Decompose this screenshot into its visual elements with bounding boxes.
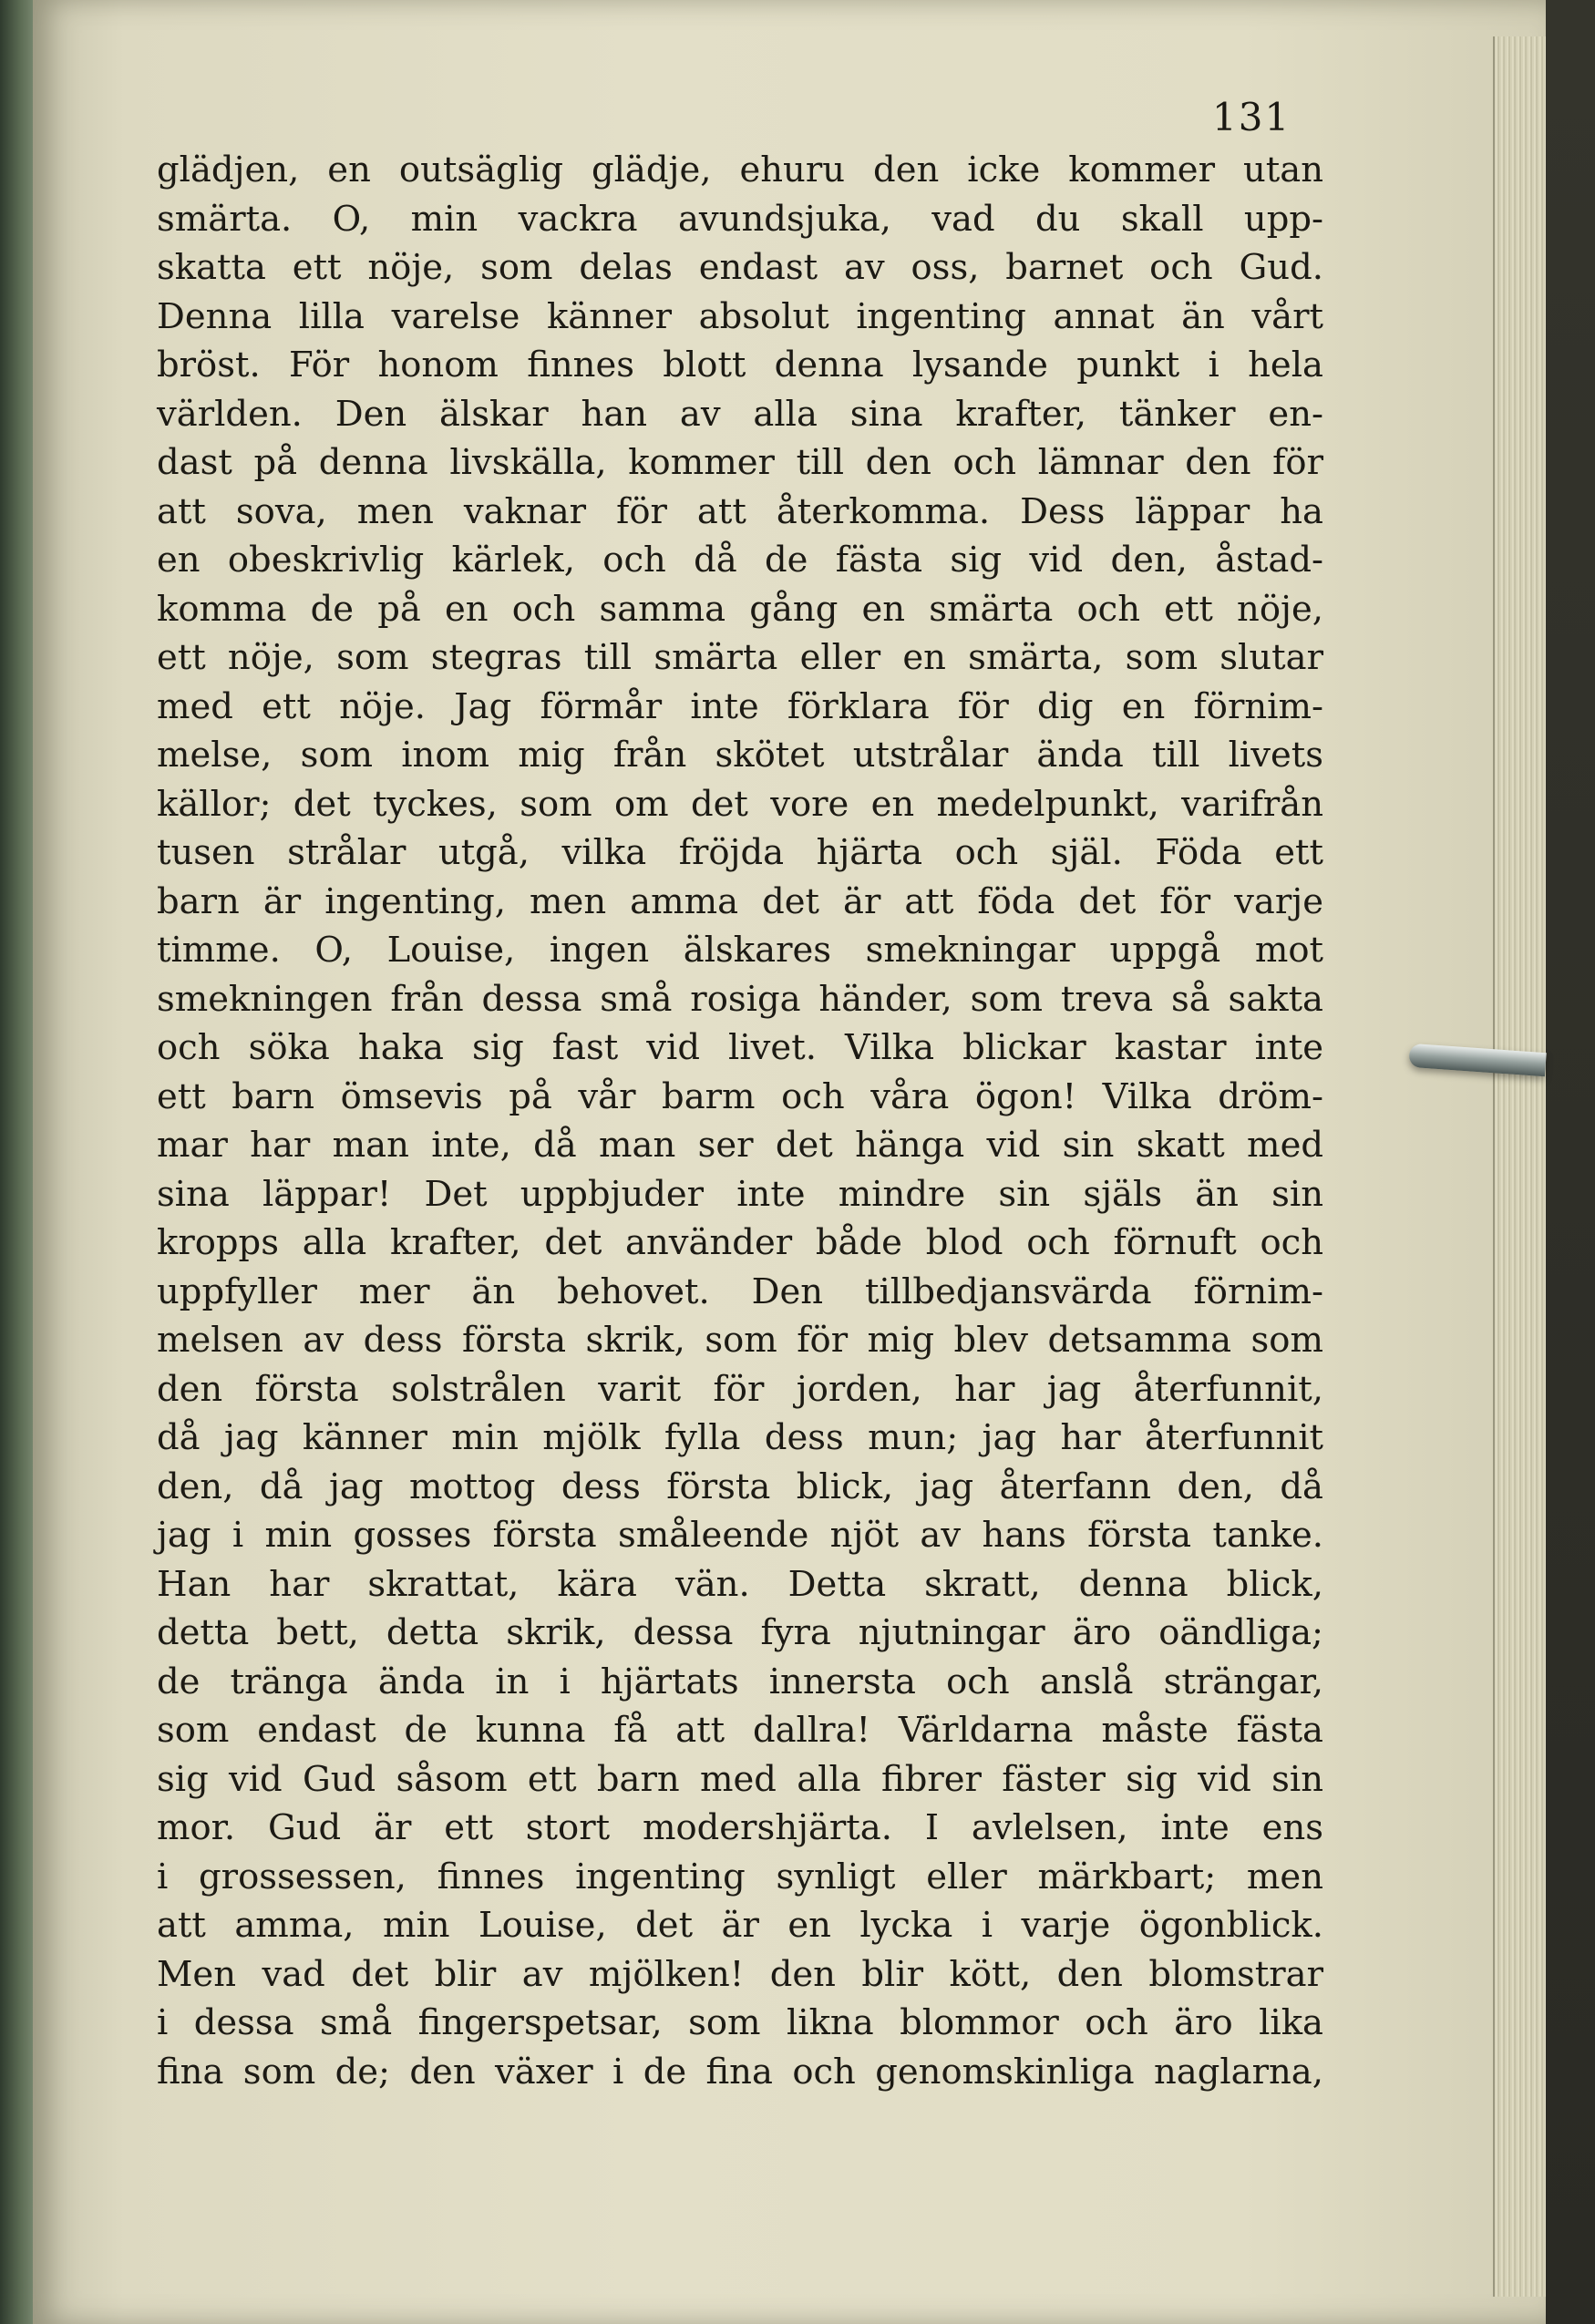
text-line: jag i min gosses första småleende njöt av hans första tanke. (157, 1515, 1323, 1556)
text-line: smekningen från dessa små rosiga händer, som treva så sakta (157, 978, 1323, 1020)
text-line: världen. Den älskar han av alla sina krafter, tänker en- (157, 393, 1323, 435)
text-line: ett nöje, som stegras till smärta eller en smärta, som slutar (157, 637, 1323, 678)
text-line: att amma, min Louise, det är en lycka i varje ögonblick. (157, 1905, 1323, 1946)
page-fore-edge (1493, 36, 1546, 2297)
text-line: mar har man inte, då man ser det hänga vid sin skatt med (157, 1125, 1323, 1166)
text-line: ett barn ömsevis på vår barm och våra ögon! Vilka dröm- (157, 1075, 1323, 1117)
text-line: den, då jag mottog dess första blick, jag återfann den, då (157, 1465, 1323, 1507)
text-line: tusen strålar utgå, vilka fröjda hjärta och själ. Föda ett (157, 832, 1323, 873)
text-line: sig vid Gud såsom ett barn med alla fibrer fäster sig vid sin (157, 1758, 1323, 1800)
text-line: uppfyller mer än behovet. Den tillbedjansvärda förnim- (157, 1270, 1323, 1312)
text-line: dast på denna livskälla, kommer till den och lämnar den för (157, 442, 1323, 483)
text-line: fina som de; den växer i de fina och genomskinliga naglarna, (157, 2051, 1323, 2093)
text-line: Han har skrattat, kära vän. Detta skratt, denna blick, (157, 1563, 1323, 1605)
text-line: som endast de kunna få att dallra! Världarna måste fästa (157, 1710, 1323, 1751)
text-line: detta bett, detta skrik, dessa fyra njutningar äro oändliga; (157, 1612, 1323, 1653)
text-line: timme. O, Louise, ingen älskares smekningar uppgå mot (157, 930, 1323, 971)
text-line: med ett nöje. Jag förmår inte förklara för dig en förnim- (157, 685, 1323, 727)
text-line: komma de på en och samma gång en smärta och ett nöje, (157, 588, 1323, 630)
text-line: smärta. O, min vackra avundsjuka, vad du skall upp- (157, 198, 1323, 240)
text-line: Denna lilla varelse känner absolut ingenting annat än vårt (157, 295, 1323, 337)
text-line: bröst. För honom finnes blott denna lysande punkt i hela (157, 344, 1323, 386)
text-line: skatta ett nöje, som delas endast av oss, barnet och Gud. (157, 247, 1323, 288)
text-line: då jag känner min mjölk fylla dess mun; jag har återfunnit (157, 1417, 1323, 1458)
text-line: en obeskrivlig kärlek, och då de fästa sig vid den, åstad- (157, 540, 1323, 581)
text-line: i grossessen, finnes ingenting synligt eller märkbart; men (157, 1856, 1323, 1897)
body-text (157, 146, 1323, 2096)
text-line: den första solstrålen varit för jorden, har jag återfunnit, (157, 1368, 1323, 1410)
text-line: barn är ingenting, men amma det är att föda det för varje (157, 880, 1323, 922)
text-line: kropps alla krafter, det använder både blod och förnuft och (157, 1222, 1323, 1263)
text-line: källor; det tyckes, som om det vore en medelpunkt, varifrån (157, 783, 1323, 825)
text-line: i dessa små fingerspetsar, som likna blommor och äro lika (157, 2002, 1323, 2043)
text-line: glädjen, en outsäglig glädje, ehuru den icke kommer utan (157, 149, 1323, 190)
text-line: och söka haka sig fast vid livet. Vilka blickar kastar inte (157, 1027, 1323, 1068)
text-line: de tränga ända in i hjärtats innersta och anslå strängar, (157, 1661, 1323, 1702)
text-line: sina läppar! Det uppbjuder inte mindre sin själs än sin (157, 1173, 1323, 1215)
text-line: att sova, men vaknar för att återkomma. Dess läppar ha (157, 490, 1323, 532)
text-line: mor. Gud är ett stort modershjärta. I avlelsen, inte ens (157, 1807, 1323, 1848)
page-number: 131 (1212, 95, 1291, 139)
text-line: melse, som inom mig från skötet utstrålar ända till livets (157, 735, 1323, 776)
text-line: melsen av dess första skrik, som för mig blev detsamma som (157, 1320, 1323, 1361)
text-line: Men vad det blir av mjölken! den blir kött, den blomstrar (157, 1953, 1323, 1995)
